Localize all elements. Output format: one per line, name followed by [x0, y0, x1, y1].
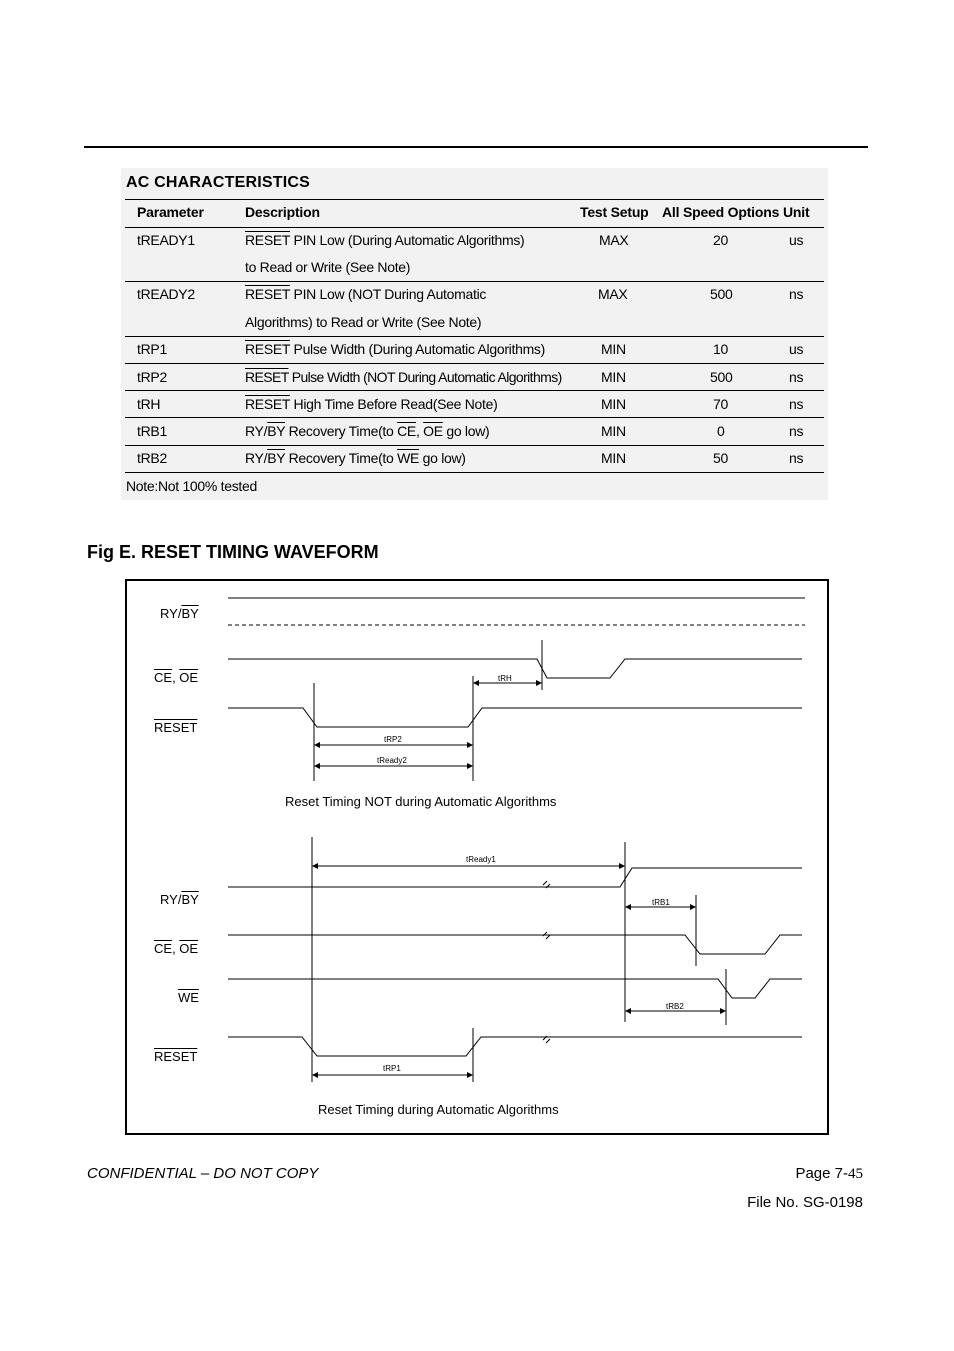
- row-setup: MIN: [601, 423, 626, 439]
- label-ce-oe-2: [154, 941, 198, 956]
- row-param: tRP1: [137, 341, 167, 357]
- label-reset: RESET: [154, 720, 198, 735]
- header-unit: Unit: [783, 204, 810, 220]
- row-description-line2: to Read or Write (See Note): [245, 259, 411, 275]
- label-trb2: tRB2: [666, 1002, 684, 1011]
- row-setup: MAX: [599, 232, 629, 248]
- row-unit: ns: [789, 286, 804, 302]
- description-text: go low): [419, 450, 466, 466]
- reset-overbar: RESET: [245, 369, 289, 385]
- row-setup: MIN: [601, 450, 626, 466]
- row-unit: us: [789, 232, 804, 248]
- description-text: Recovery Time(to: [285, 423, 398, 439]
- header-all-speed-options: All Speed Options: [662, 204, 780, 220]
- header-description: Description: [245, 204, 320, 220]
- page-number: [795, 1165, 863, 1183]
- table-note: Note:Not 100% tested: [126, 478, 257, 494]
- ry-text: RY/: [160, 892, 182, 907]
- description-text: go low): [442, 423, 490, 439]
- row-setup: MIN: [601, 369, 626, 385]
- description-text: RY/: [245, 450, 268, 466]
- by-overbar: $\overline{BY}$: [181, 892, 199, 907]
- oe-overbar: $\overline{OE}$: [423, 423, 443, 439]
- row-param: tRH: [137, 396, 161, 412]
- description-text: ,: [415, 423, 424, 439]
- row-setup: MIN: [601, 341, 626, 357]
- ce-oe-waveform-2: [228, 935, 802, 954]
- page-prefix: Page 7-: [795, 1165, 848, 1182]
- confidential-notice: CONFIDENTIAL – DO NOT COPY: [87, 1165, 319, 1182]
- ce-overbar: $\overline{CE}$: [154, 670, 173, 685]
- reset-overbar: RESET: [245, 396, 290, 412]
- row-value: 500: [710, 286, 733, 302]
- row-unit: ns: [789, 423, 804, 439]
- reset-overbar: RESET: [245, 232, 290, 248]
- label-ry-by-2: [160, 892, 199, 907]
- reset-waveform-2: [228, 1037, 802, 1056]
- ry-text: RY/: [160, 606, 182, 621]
- ce-overbar: $\overline{CE}$: [154, 941, 173, 956]
- description-text: PIN Low (NOT During Automatic: [289, 286, 487, 302]
- ry-by-waveform: [228, 868, 802, 887]
- row-setup: MAX: [598, 286, 628, 302]
- label-tready1: tReady1: [466, 855, 496, 864]
- row-unit: ns: [789, 450, 804, 466]
- header-test-setup: Test Setup: [580, 204, 649, 220]
- by-overbar: $\overline{BY}$: [267, 423, 286, 439]
- label-trp1: tRP1: [383, 1064, 401, 1073]
- row-value: 500: [710, 369, 733, 385]
- row-value: 70: [713, 396, 728, 412]
- label-trb1: tRB1: [652, 898, 670, 907]
- label-ry-by: [160, 606, 199, 621]
- ce-overbar: $\overline{CE}$: [397, 423, 416, 439]
- separator: ,: [172, 670, 180, 685]
- reset-overbar: RESET: [245, 286, 290, 302]
- label-ce-oe: [154, 670, 198, 685]
- description-text: Pulse Width (NOT During Automatic Algorithms): [288, 369, 562, 385]
- description-text: High Time Before Read(See Note): [289, 396, 498, 412]
- row-value: 20: [713, 232, 728, 248]
- oe-overbar: $\overline{OE}$: [179, 670, 199, 685]
- label-trh: tRH: [498, 674, 512, 683]
- row-value: 10: [713, 341, 728, 357]
- row-unit: us: [789, 341, 804, 357]
- row-value: 0: [717, 423, 725, 439]
- row-param: tRP2: [137, 369, 167, 385]
- label-reset-2: RESET: [154, 1049, 198, 1064]
- row-unit: ns: [789, 396, 804, 412]
- we-waveform: [228, 979, 802, 998]
- caption-upper: Reset Timing NOT during Automatic Algorithms: [285, 794, 557, 809]
- separator: ,: [172, 941, 180, 956]
- description-text: Recovery Time(to: [285, 450, 398, 466]
- ce-oe-waveform: [228, 659, 802, 678]
- description-text: PIN Low (During Automatic Algorithms): [289, 232, 525, 248]
- we-overbar: $\overline{WE}$: [397, 450, 420, 466]
- row-param: tRB1: [137, 423, 167, 439]
- caption-lower: Reset Timing during Automatic Algorithms: [318, 1102, 559, 1117]
- page-number-value: 45: [848, 1166, 863, 1182]
- row-setup: MIN: [601, 396, 626, 412]
- label-tready2: tReady2: [377, 756, 407, 765]
- figure-title: Fig E. RESET TIMING WAVEFORM: [87, 542, 379, 562]
- row-param: tRB2: [137, 450, 167, 466]
- by-overbar: $\overline{BY}$: [181, 606, 199, 621]
- row-unit: ns: [789, 369, 804, 385]
- file-number: File No. SG-0198: [747, 1194, 863, 1211]
- by-overbar: $\overline{BY}$: [267, 450, 286, 466]
- header-parameter: Parameter: [137, 204, 204, 220]
- row-param: tREADY2: [137, 286, 195, 302]
- reset-overbar: RESET: [245, 341, 290, 357]
- label-trp2: tRP2: [384, 735, 402, 744]
- row-value: 50: [713, 450, 728, 466]
- row-param: tREADY1: [137, 232, 195, 248]
- ac-table-title: AC CHARACTERISTICS: [126, 174, 311, 191]
- description-text: RY/: [245, 423, 268, 439]
- description-text: Pulse Width (During Automatic Algorithms): [289, 341, 545, 357]
- oe-overbar: $\overline{OE}$: [179, 941, 199, 956]
- label-we: $\overline{WE}$: [178, 990, 199, 1005]
- row-description-line2: Algorithms) to Read or Write (See Note): [245, 314, 482, 330]
